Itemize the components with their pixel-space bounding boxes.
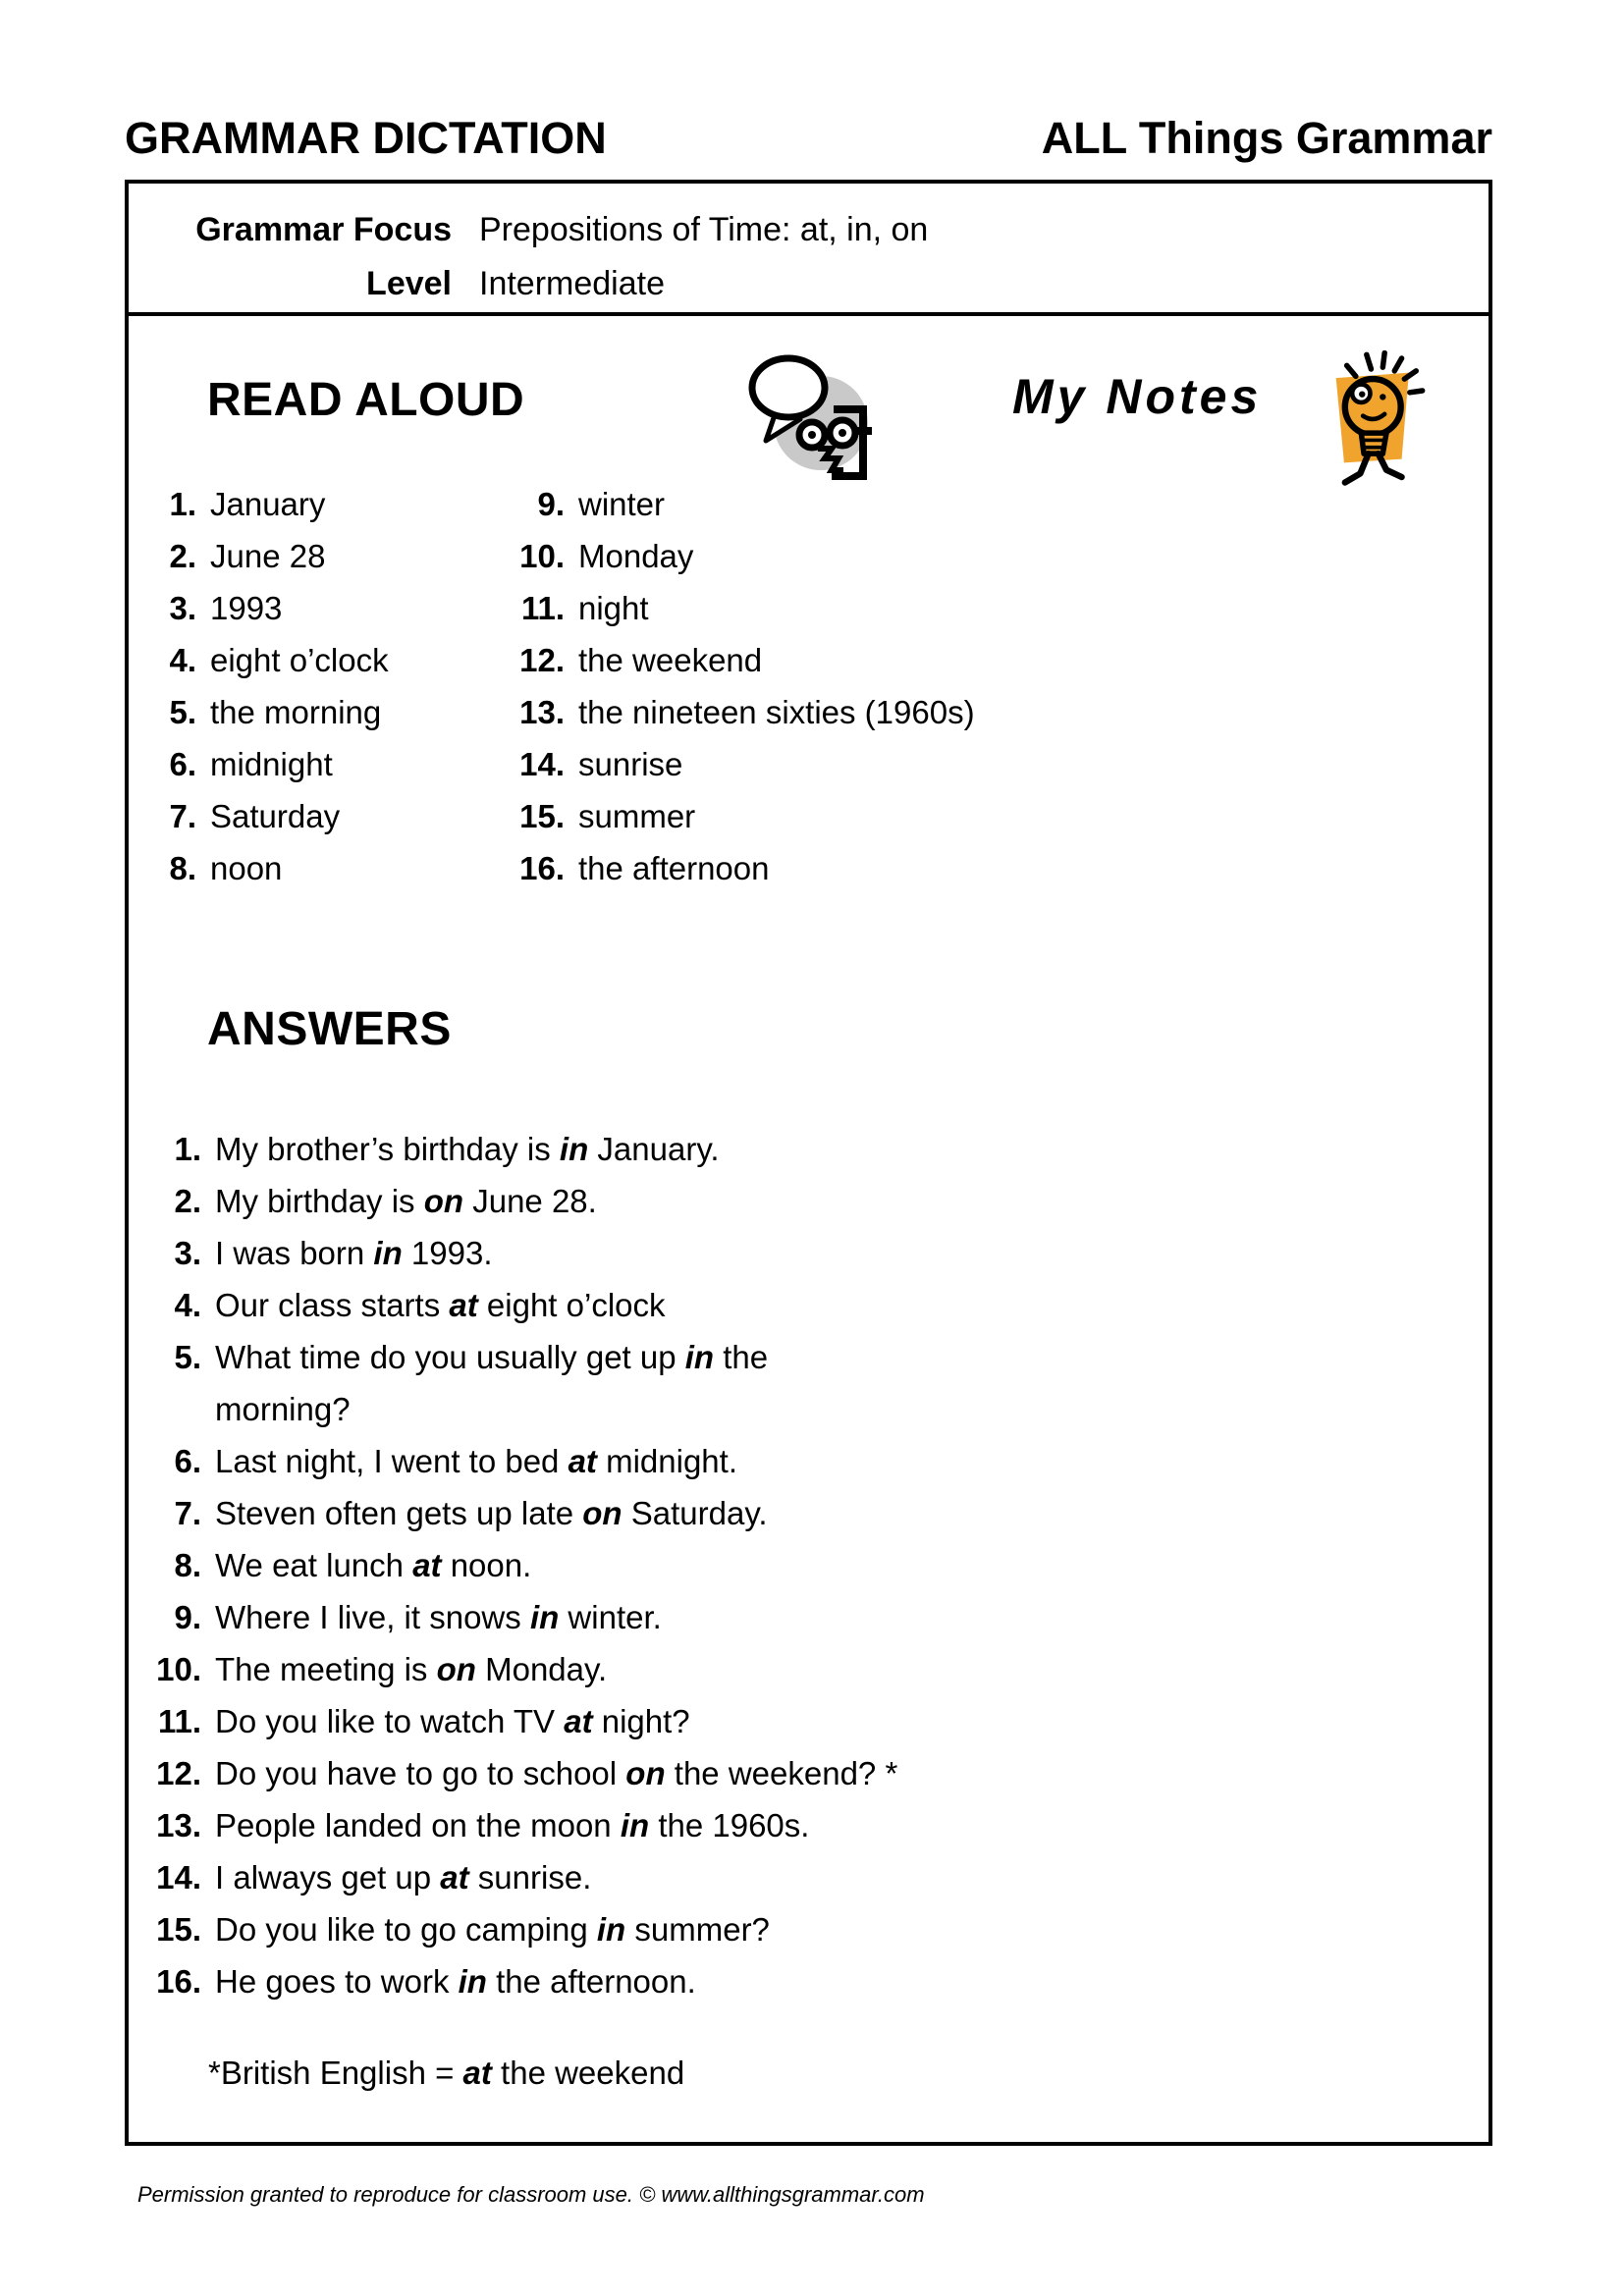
list-item bbox=[482, 686, 1110, 738]
item-text: Last night, I went to bed at midnight. bbox=[215, 1443, 737, 1479]
preposition: in bbox=[373, 1235, 403, 1271]
walking-lightbulb-icon bbox=[1322, 350, 1430, 496]
item-text: summer bbox=[578, 798, 696, 834]
item-number: 12. bbox=[156, 1755, 201, 1791]
item-text: 1993 bbox=[210, 590, 283, 626]
item-text: My brother’s birthday is in January. bbox=[215, 1131, 720, 1167]
item-number: 10. bbox=[519, 538, 565, 574]
item-number: 11. bbox=[157, 1703, 201, 1739]
item-text: Steven often gets up late on Saturday. bbox=[215, 1495, 768, 1531]
focus-row bbox=[129, 203, 1489, 257]
grammar-focus-label: Grammar Focus bbox=[195, 211, 452, 248]
preposition: at bbox=[412, 1547, 442, 1583]
grammar-focus-section bbox=[129, 184, 1489, 316]
read-aloud-column-2 bbox=[482, 478, 1110, 894]
copyright-footer: Permission granted to reproduce for classroom use. © www.allthingsgrammar.com bbox=[137, 2182, 925, 2207]
item-number: 9. bbox=[174, 1599, 201, 1635]
answer-item bbox=[130, 1331, 1170, 1435]
read-aloud-column-1 bbox=[129, 478, 482, 894]
item-number: 2. bbox=[174, 1183, 201, 1219]
list-item bbox=[482, 582, 1110, 634]
item-text: eight o’clock bbox=[210, 642, 389, 678]
item-text: the afternoon bbox=[578, 850, 770, 886]
grammar-focus-value: Prepositions of Time: at, in, on bbox=[479, 211, 929, 248]
list-item bbox=[129, 530, 482, 582]
preposition: in bbox=[529, 1599, 560, 1635]
item-text: the morning bbox=[210, 694, 382, 730]
item-number: 8. bbox=[174, 1547, 201, 1583]
answers-heading: ANSWERS bbox=[207, 1003, 452, 1055]
list-item bbox=[129, 738, 482, 790]
item-text: the nineteen sixties (1960s) bbox=[578, 694, 975, 730]
item-text: Do you have to go to school on the weekend? * bbox=[215, 1755, 898, 1791]
level-label: Level bbox=[366, 265, 452, 302]
page-title: GRAMMAR DICTATION bbox=[125, 113, 607, 163]
level-value: Intermediate bbox=[479, 265, 665, 302]
preposition: in bbox=[559, 1131, 589, 1167]
preposition: in bbox=[458, 1963, 487, 2000]
preposition: in bbox=[620, 1807, 650, 1843]
item-text: I always get up at sunrise. bbox=[215, 1859, 592, 1896]
preposition: on bbox=[423, 1183, 464, 1219]
item-number: 6. bbox=[174, 1443, 201, 1479]
list-item bbox=[482, 790, 1110, 842]
item-number: 14. bbox=[156, 1859, 201, 1896]
answer-item bbox=[130, 1903, 1170, 1955]
answer-item bbox=[130, 1747, 1170, 1799]
item-text: The meeting is on Monday. bbox=[215, 1651, 608, 1687]
preposition: in bbox=[596, 1911, 626, 1948]
item-text: I was born in 1993. bbox=[215, 1235, 493, 1271]
item-number: 1. bbox=[169, 486, 196, 522]
item-number: 8. bbox=[169, 850, 196, 886]
item-text: What time do you usually get up in the morning? bbox=[215, 1339, 769, 1427]
item-number: 7. bbox=[169, 798, 196, 834]
worksheet-box bbox=[125, 180, 1492, 2146]
brand-title: ALL Things Grammar bbox=[1041, 113, 1492, 163]
item-text: Do you like to go camping in summer? bbox=[215, 1911, 770, 1948]
answer-item bbox=[130, 1123, 1170, 1175]
read-aloud-heading: READ ALOUD bbox=[207, 374, 525, 426]
item-number: 13. bbox=[519, 694, 565, 730]
list-item bbox=[129, 790, 482, 842]
item-text: People landed on the moon in the 1960s. bbox=[215, 1807, 810, 1843]
list-item bbox=[482, 634, 1110, 686]
item-number: 15. bbox=[156, 1911, 201, 1948]
answer-item bbox=[130, 1435, 1170, 1487]
item-text: the weekend bbox=[578, 642, 763, 678]
answer-item bbox=[130, 1799, 1170, 1851]
item-number: 16. bbox=[156, 1963, 201, 2000]
item-number: 4. bbox=[174, 1287, 201, 1323]
preposition: on bbox=[436, 1651, 476, 1687]
item-text: Where I live, it snows in winter. bbox=[215, 1599, 662, 1635]
answer-item bbox=[130, 1279, 1170, 1331]
item-number: 4. bbox=[169, 642, 196, 678]
answer-item bbox=[130, 1955, 1170, 2007]
item-text: Our class starts at eight o’clock bbox=[215, 1287, 666, 1323]
answers-list bbox=[130, 1123, 1170, 2007]
level-row bbox=[129, 257, 1489, 311]
answer-item bbox=[130, 1643, 1170, 1695]
my-notes-heading: My Notes bbox=[1012, 369, 1263, 424]
preposition: at bbox=[564, 1703, 593, 1739]
item-text: noon bbox=[210, 850, 283, 886]
item-number: 5. bbox=[174, 1339, 201, 1375]
list-item bbox=[482, 842, 1110, 894]
item-number: 9. bbox=[537, 486, 565, 522]
item-number: 10. bbox=[156, 1651, 201, 1687]
item-text: Saturday bbox=[210, 798, 341, 834]
preposition: at bbox=[462, 2055, 492, 2091]
item-number: 1. bbox=[174, 1131, 201, 1167]
list-item bbox=[482, 478, 1110, 530]
item-number: 3. bbox=[169, 590, 196, 626]
item-number: 7. bbox=[174, 1495, 201, 1531]
preposition: on bbox=[625, 1755, 666, 1791]
item-text: My birthday is on June 28. bbox=[215, 1183, 597, 1219]
item-text: He goes to work in the afternoon. bbox=[215, 1963, 696, 2000]
answer-item bbox=[130, 1487, 1170, 1539]
answer-item bbox=[130, 1175, 1170, 1227]
item-number: 13. bbox=[156, 1807, 201, 1843]
item-text: sunrise bbox=[578, 746, 683, 782]
item-text: Monday bbox=[578, 538, 694, 574]
item-number: 15. bbox=[519, 798, 565, 834]
item-number: 12. bbox=[519, 642, 565, 678]
answer-item bbox=[130, 1591, 1170, 1643]
list-item bbox=[129, 842, 482, 894]
list-item bbox=[129, 686, 482, 738]
item-number: 5. bbox=[169, 694, 196, 730]
preposition: in bbox=[684, 1339, 715, 1375]
list-item bbox=[482, 530, 1110, 582]
preposition: at bbox=[568, 1443, 597, 1479]
british-english-footnote: *British English = at the weekend bbox=[208, 2055, 685, 2091]
preposition: at bbox=[440, 1859, 469, 1896]
answer-item bbox=[130, 1695, 1170, 1747]
page-header bbox=[125, 113, 1492, 163]
item-text: night bbox=[578, 590, 649, 626]
preposition: on bbox=[582, 1495, 623, 1531]
answer-item bbox=[130, 1227, 1170, 1279]
item-text: June 28 bbox=[210, 538, 326, 574]
answer-item bbox=[130, 1539, 1170, 1591]
list-item bbox=[482, 738, 1110, 790]
item-number: 16. bbox=[519, 850, 565, 886]
answer-item bbox=[130, 1851, 1170, 1903]
list-item bbox=[129, 634, 482, 686]
item-text: We eat lunch at noon. bbox=[215, 1547, 532, 1583]
item-text: Do you like to watch TV at night? bbox=[215, 1703, 690, 1739]
item-text: January bbox=[210, 486, 326, 522]
item-number: 11. bbox=[520, 590, 565, 626]
item-number: 3. bbox=[174, 1235, 201, 1271]
list-item bbox=[129, 582, 482, 634]
preposition: at bbox=[449, 1287, 478, 1323]
list-item bbox=[129, 478, 482, 530]
item-text: winter bbox=[578, 486, 666, 522]
item-text: midnight bbox=[210, 746, 333, 782]
item-number: 6. bbox=[169, 746, 196, 782]
item-number: 2. bbox=[169, 538, 196, 574]
speech-bubble-reader-icon bbox=[747, 352, 875, 482]
item-number: 14. bbox=[519, 746, 565, 782]
